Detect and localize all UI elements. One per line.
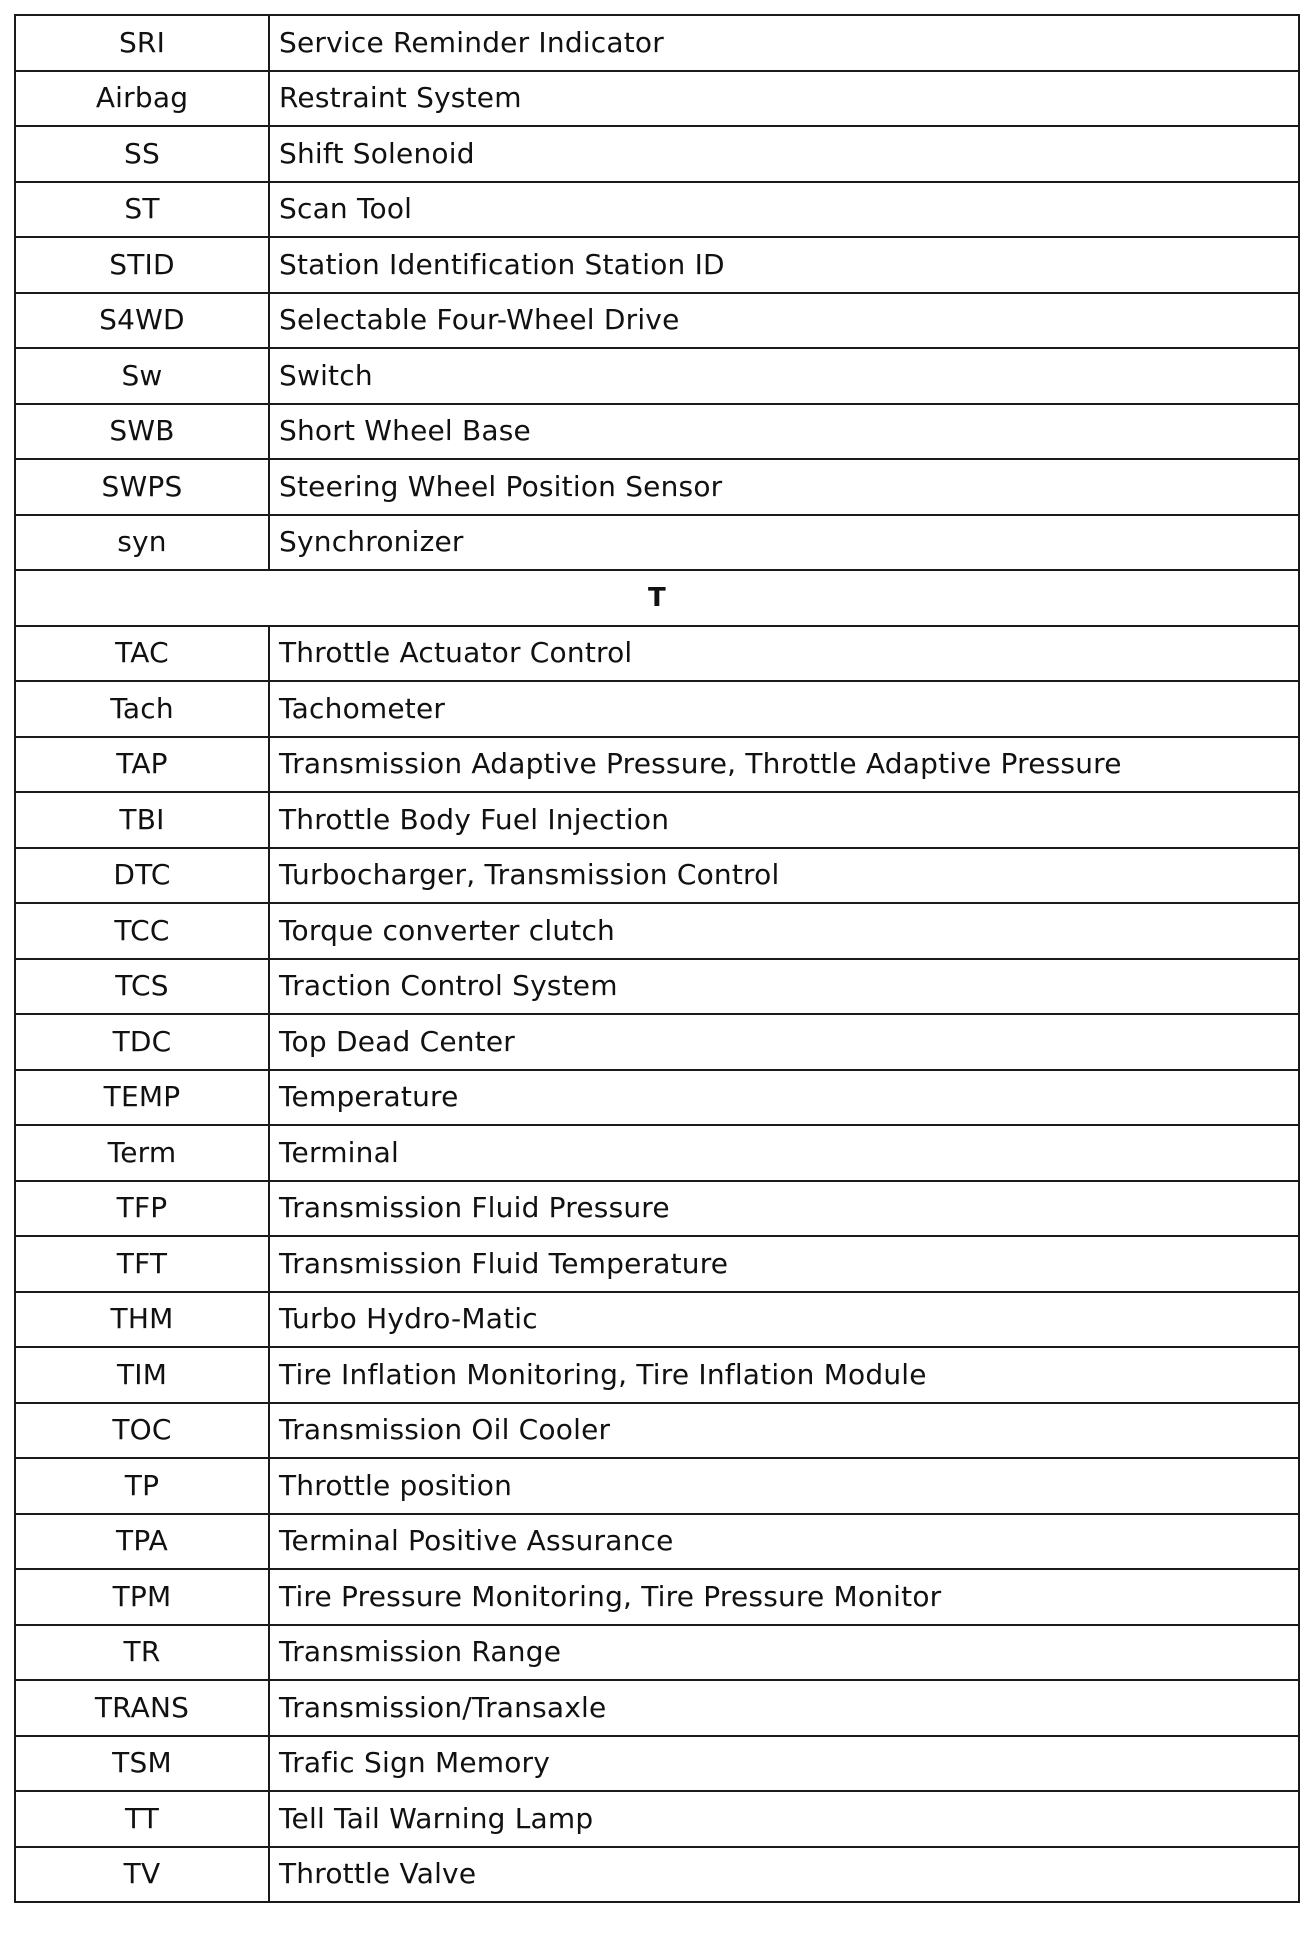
description-cell: Trafic Sign Memory (269, 1736, 1299, 1792)
table-row (15, 681, 1299, 737)
abbreviation-cell: TCC (15, 903, 269, 959)
table-row (15, 959, 1299, 1015)
description-cell: Service Reminder Indicator (269, 15, 1299, 71)
description-cell: Terminal Positive Assurance (269, 1514, 1299, 1570)
abbreviation-cell: S4WD (15, 293, 269, 349)
abbreviation-cell: SWPS (15, 459, 269, 515)
abbreviation-cell: TAC (15, 626, 269, 682)
table-row (15, 404, 1299, 460)
description-cell: Throttle Valve (269, 1847, 1299, 1903)
section-header-row (15, 570, 1299, 626)
table-row (15, 71, 1299, 127)
description-cell: Restraint System (269, 71, 1299, 127)
table-row (15, 1125, 1299, 1181)
abbreviation-cell: TIM (15, 1347, 269, 1403)
abbreviation-cell: TV (15, 1847, 269, 1903)
abbreviation-cell: TPM (15, 1569, 269, 1625)
description-cell: Shift Solenoid (269, 126, 1299, 182)
table-row (15, 1680, 1299, 1736)
description-cell: Short Wheel Base (269, 404, 1299, 460)
table-row (15, 1070, 1299, 1126)
abbreviation-cell: TT (15, 1791, 269, 1847)
description-cell: Tell Tail Warning Lamp (269, 1791, 1299, 1847)
abbreviation-cell: DTC (15, 848, 269, 904)
abbreviation-cell: Airbag (15, 71, 269, 127)
table-row (15, 515, 1299, 571)
abbreviation-cell: syn (15, 515, 269, 571)
table-row (15, 792, 1299, 848)
abbreviation-cell: TRANS (15, 1680, 269, 1736)
abbreviation-cell: SS (15, 126, 269, 182)
table-row (15, 15, 1299, 71)
description-cell: Transmission Fluid Pressure (269, 1181, 1299, 1237)
description-cell: Tire Pressure Monitoring, Tire Pressure Monitor (269, 1569, 1299, 1625)
table-row (15, 1514, 1299, 1570)
table-row (15, 1181, 1299, 1237)
description-cell: Turbocharger, Transmission Control (269, 848, 1299, 904)
table-row (15, 237, 1299, 293)
table-row (15, 848, 1299, 904)
description-cell: Selectable Four-Wheel Drive (269, 293, 1299, 349)
description-cell: Torque converter clutch (269, 903, 1299, 959)
table-row (15, 1736, 1299, 1792)
abbreviation-table-body (15, 15, 1299, 1902)
description-cell: Tachometer (269, 681, 1299, 737)
abbreviation-cell: TBI (15, 792, 269, 848)
description-cell: Traction Control System (269, 959, 1299, 1015)
description-cell: Synchronizer (269, 515, 1299, 571)
table-row (15, 293, 1299, 349)
abbreviation-cell: ST (15, 182, 269, 238)
abbreviation-cell: Tach (15, 681, 269, 737)
abbreviation-cell: TFT (15, 1236, 269, 1292)
abbreviation-cell: TAP (15, 737, 269, 793)
table-row (15, 1569, 1299, 1625)
description-cell: Transmission Adaptive Pressure, Throttle Adaptive Pressure (269, 737, 1299, 793)
table-row (15, 1458, 1299, 1514)
table-row (15, 348, 1299, 404)
abbreviation-cell: TSM (15, 1736, 269, 1792)
abbreviation-cell: SRI (15, 15, 269, 71)
description-cell: Tire Inflation Monitoring, Tire Inflation Module (269, 1347, 1299, 1403)
table-row (15, 1791, 1299, 1847)
description-cell: Steering Wheel Position Sensor (269, 459, 1299, 515)
table-row (15, 1347, 1299, 1403)
abbreviation-cell: STID (15, 237, 269, 293)
description-cell: Transmission Oil Cooler (269, 1403, 1299, 1459)
abbreviation-cell: TDC (15, 1014, 269, 1070)
description-cell: Throttle Actuator Control (269, 626, 1299, 682)
abbreviation-cell: TP (15, 1458, 269, 1514)
abbreviation-cell: THM (15, 1292, 269, 1348)
table-row (15, 126, 1299, 182)
table-row (15, 1847, 1299, 1903)
description-cell: Station Identification Station ID (269, 237, 1299, 293)
abbreviation-cell: Sw (15, 348, 269, 404)
abbreviation-cell: SWB (15, 404, 269, 460)
table-row (15, 737, 1299, 793)
table-row (15, 182, 1299, 238)
abbreviation-cell: TOC (15, 1403, 269, 1459)
abbreviation-cell: TR (15, 1625, 269, 1681)
table-row (15, 626, 1299, 682)
abbreviation-cell: Term (15, 1125, 269, 1181)
description-cell: Temperature (269, 1070, 1299, 1126)
abbreviation-cell: TFP (15, 1181, 269, 1237)
description-cell: Throttle Body Fuel Injection (269, 792, 1299, 848)
table-row (15, 1403, 1299, 1459)
description-cell: Transmission Range (269, 1625, 1299, 1681)
abbreviation-table (14, 14, 1300, 1903)
table-row (15, 1014, 1299, 1070)
description-cell: Scan Tool (269, 182, 1299, 238)
description-cell: Top Dead Center (269, 1014, 1299, 1070)
description-cell: Throttle position (269, 1458, 1299, 1514)
abbreviation-cell: TPA (15, 1514, 269, 1570)
table-row (15, 1625, 1299, 1681)
table-row (15, 1236, 1299, 1292)
table-row (15, 903, 1299, 959)
abbreviation-cell: TCS (15, 959, 269, 1015)
description-cell: Switch (269, 348, 1299, 404)
abbreviation-cell: TEMP (15, 1070, 269, 1126)
description-cell: Terminal (269, 1125, 1299, 1181)
section-letter: T (15, 570, 1299, 626)
description-cell: Turbo Hydro-Matic (269, 1292, 1299, 1348)
description-cell: Transmission Fluid Temperature (269, 1236, 1299, 1292)
table-row (15, 459, 1299, 515)
table-row (15, 1292, 1299, 1348)
description-cell: Transmission/Transaxle (269, 1680, 1299, 1736)
